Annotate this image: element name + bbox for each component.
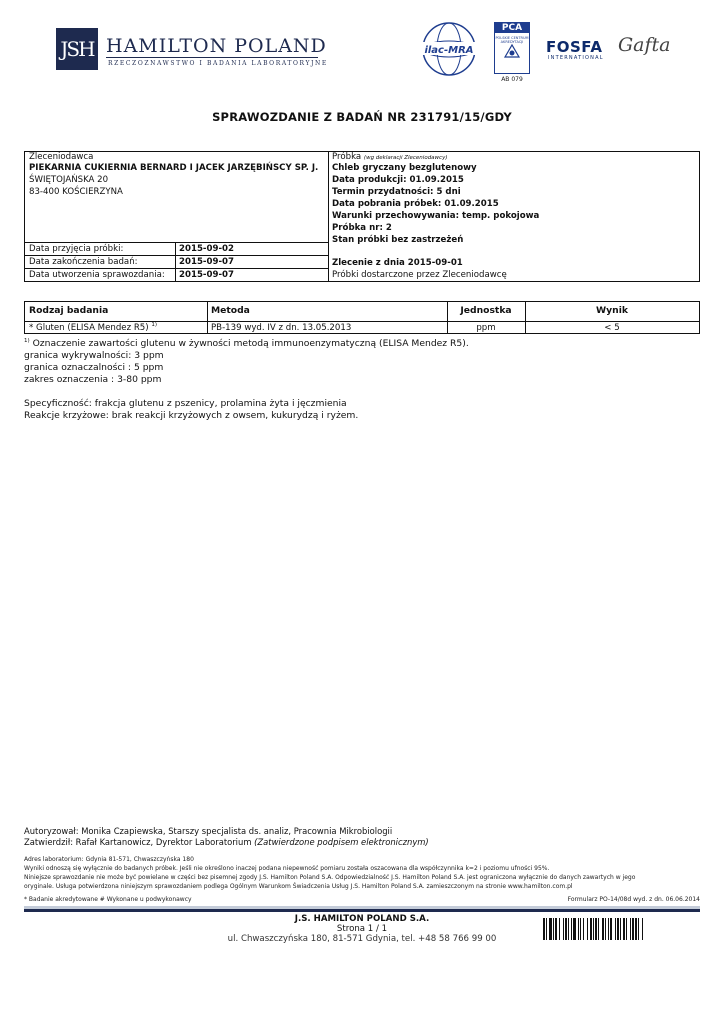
footer-address: ul. Chwaszczyńska 180, 81-571 Gdynia, tel. +48 58 766 99 00 — [227, 934, 497, 944]
sample-label-text: Próbka — [332, 152, 362, 162]
sample-product: Chleb gryczany bezglutenowy — [332, 163, 477, 173]
gafta-logo: Gafta — [618, 34, 671, 56]
date-created-value: 2015-09-07 — [179, 270, 234, 280]
test-method: PB-139 wyd. IV z dn. 13.05.2013 — [211, 323, 352, 333]
lab-address: Adres laboratorium: Gdynia 81-571, Chwaszczyńska 180 — [24, 856, 194, 863]
client-label: Zleceniodawca — [29, 152, 94, 162]
order-date: Zlecenie z dnia 2015-09-01 — [332, 258, 463, 268]
sample-storage: Warunki przechowywania: temp. pokojowa — [332, 211, 540, 221]
company-logo-mark: JSH — [56, 28, 98, 70]
table-row-test — [29, 323, 157, 333]
page-number: Strona 1 / 1 — [336, 924, 388, 934]
test-name: * Gluten (ELISA Mendez R5) — [29, 323, 149, 333]
sample-number: Próbka nr: 2 — [332, 223, 392, 233]
approver-text: Zatwierdził: Rafał Kartanowicz, Dyrektor Laboratorium — [24, 837, 252, 847]
approved-by — [24, 837, 429, 847]
date-completed-value: 2015-09-07 — [179, 257, 234, 267]
footnote-text: Oznaczenie zawartości glutenu w żywności metodą immunoenzymatyczną (ELISA Mendez R5). — [32, 338, 469, 349]
disclaimer-line-1: Wyniki odnoszą się wyłącznie do badanych próbek. Jeśli nie określono inaczej podana niepewność pomiaru została oszacowana dla współczynnika k=2 i poziomu ufności 95%. — [24, 865, 550, 872]
quantification-limit: granica oznaczalności : 5 ppm — [24, 362, 164, 373]
date-completed-label: Data zakończenia badań: — [29, 257, 138, 267]
disclaimer-line-3: oryginale. Usługa potwierdzona niniejszym sprawozdaniem podlega Ogólnym Warunkom Świadczenia Usług J.S. Hamilton Poland S.A. zamieszczonym na stronie www.hamilton.com.pl — [24, 883, 573, 890]
ilac-label: ilac-MRA — [424, 45, 474, 56]
approver-note: (Zatwierdzone podpisem elektronicznym) — [254, 837, 429, 847]
test-unit: ppm — [476, 323, 496, 333]
footnote — [24, 338, 469, 350]
sample-label-note: (wg deklaracji Zleceniodawcy) — [363, 155, 448, 161]
barcode-icon — [543, 918, 700, 940]
sample-shelf-life: Termin przydatności: 5 dni — [332, 187, 461, 197]
fosfa-logo: FOSFA — [546, 38, 603, 56]
determination-range: zakres oznaczenia : 3-80 ppm — [24, 374, 162, 385]
client-street: ŚWIĘTOJAŃSKA 20 — [29, 175, 109, 185]
footer-legend: * Badanie akredytowane # Wykonane u podwykonawcy — [24, 896, 192, 903]
client-city: 83-400 KOŚCIERZYNA — [29, 187, 123, 197]
sample-condition: Stan próbki bez zastrzeżeń — [332, 235, 464, 245]
client-sample-table — [24, 151, 700, 282]
footer-divider-dark — [24, 909, 700, 912]
company-subtitle: RZECZOZNAWSTWO I BADANIA LABORATORYJNE — [108, 60, 328, 67]
fosfa-sublabel: INTERNATIONAL — [548, 55, 604, 61]
client-name: PIEKARNIA CUKIERNIA BERNARD I JACEK JARZĘBIŃSCY SP. J. — [29, 163, 319, 173]
brand-divider — [106, 57, 318, 58]
ilac-mra-logo-icon — [420, 22, 478, 76]
column-header-test: Rodzaj badania — [29, 305, 109, 316]
company-name: HAMILTON POLAND — [106, 35, 327, 57]
test-footnote-marker: 1) — [151, 322, 158, 329]
sample-label — [332, 152, 447, 163]
date-received-label: Data przyjęcia próbki: — [29, 244, 124, 254]
sample-collection-date: Data pobrania próbek: 01.09.2015 — [332, 199, 499, 209]
disclaimer-line-2: Niniejsze sprawozdanie nie może być powielane w części bez pisemnej zgody J.S. Hamilton Poland S.A. Odpowiedzialność J.S. Hamilton Poland S.A. jest ograniczona wyłącznie do danych zawartych w jego — [24, 874, 636, 881]
test-result: < 5 — [604, 323, 620, 333]
column-header-method: Metoda — [211, 305, 250, 316]
pca-code: AB 079 — [501, 76, 523, 83]
cross-reactions-note: Reakcje krzyżowe: brak reakcji krzyżowych z owsem, kukurydzą i ryżem. — [24, 410, 359, 421]
specificity-note: Specyficzność: frakcja glutenu z pszenicy, prolamina żyta i jęczmienia — [24, 398, 347, 409]
date-created-label: Data utworzenia sprawozdania: — [29, 270, 165, 280]
column-header-unit: Jednostka — [460, 305, 512, 316]
pca-label: PCA — [494, 23, 530, 33]
detection-limit: granica wykrywalności: 3 ppm — [24, 350, 164, 361]
sample-production-date: Data produkcji: 01.09.2015 — [332, 175, 464, 185]
report-title: SPRAWOZDANIE Z BADAŃ NR 231791/15/GDY — [212, 110, 512, 124]
sample-delivery: Próbki dostarczone przez Zleceniodawcę — [332, 270, 507, 280]
authorized-by: Autoryzował: Monika Czapiewska, Starszy specjalista ds. analiz, Pracownia Mikrobiologii — [24, 826, 393, 836]
column-header-result: Wynik — [596, 305, 628, 316]
date-received-value: 2015-09-02 — [179, 244, 234, 254]
form-id: Formularz PO-14/08d wyd. z dn. 06.06.2014 — [567, 896, 700, 903]
footer-company-name: J.S. HAMILTON POLAND S.A. — [294, 914, 430, 924]
results-table — [24, 301, 700, 334]
pca-sublabel: POLSKIE CENTRUM AKREDYTACJI — [495, 36, 529, 44]
pca-emblem-icon — [503, 43, 521, 61]
footnote-marker: 1) — [24, 337, 30, 344]
